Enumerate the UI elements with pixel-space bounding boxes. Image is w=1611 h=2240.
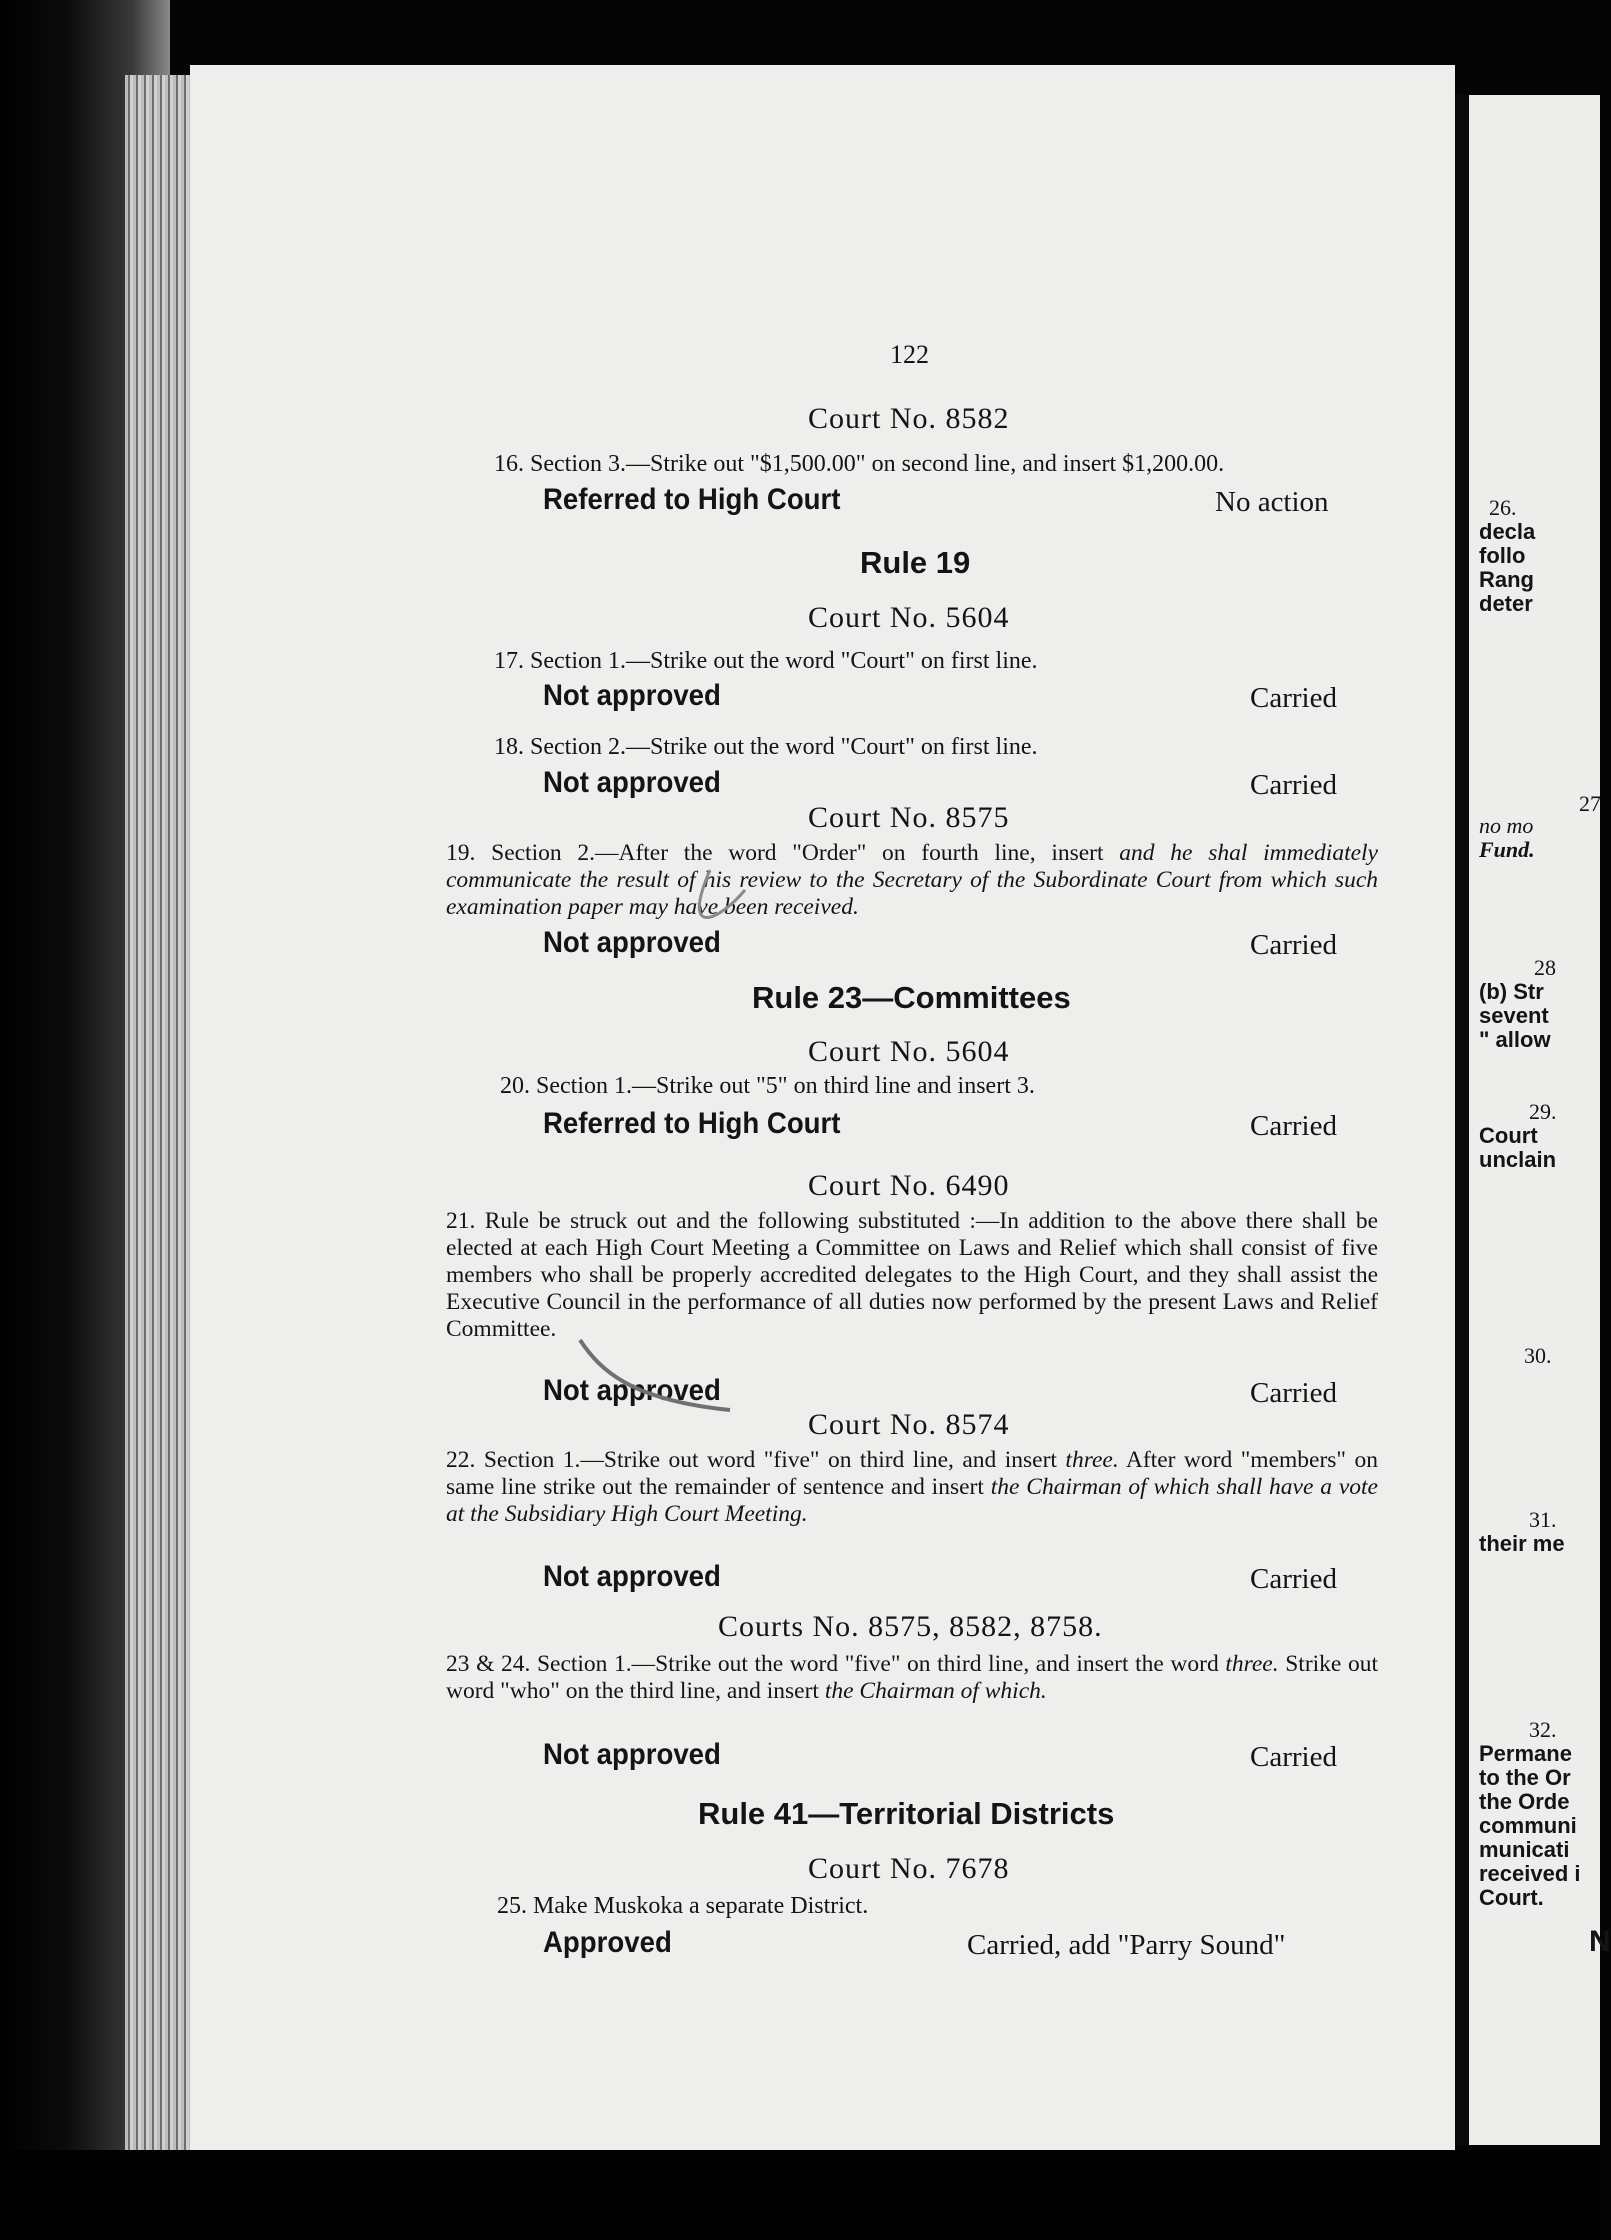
result-18: Carried xyxy=(1250,769,1337,801)
item-23-text-2: Strike out word "who" on the third line, and insert xyxy=(446,1651,1378,1704)
next-page-fragment: decla xyxy=(1479,519,1536,544)
next-page-fragment: Fund. xyxy=(1479,837,1535,862)
court-heading: Court No. 8574 xyxy=(808,1408,1010,1441)
next-page-fragment: 31. xyxy=(1529,1507,1557,1532)
rule-heading: Rule 19 xyxy=(860,545,971,580)
decision-22: Not approved xyxy=(543,1560,721,1593)
next-page-fragment: unclain xyxy=(1479,1147,1557,1172)
next-page-fragment: Rang xyxy=(1479,567,1534,592)
item-22 xyxy=(446,1447,1378,1528)
result-23-24: Carried xyxy=(1250,1741,1337,1773)
page-gutter xyxy=(1455,95,1469,2145)
next-page-fragment: 26. xyxy=(1489,495,1517,520)
item-22-text-2: After word "members" on same line strike out the remainder of sentence and insert xyxy=(446,1447,1378,1500)
court-heading: Court No. 6490 xyxy=(808,1169,1010,1202)
next-page-fragment: the Orde xyxy=(1479,1789,1570,1814)
item-18: 18. Section 2.—Strike out the word "Court" on first line. xyxy=(494,734,1038,760)
next-page-fragment: " allow xyxy=(1479,1027,1551,1052)
item-19-insert: and he shal immediately communicate the result of his review to the Secretary of the Subordinate Court from which such examination paper may have been received. xyxy=(446,840,1378,920)
item-23-text: 23 & 24. Section 1.—Strike out the word "five" on third line, and insert the word xyxy=(446,1651,1226,1677)
item-19-text: 19. Section 2.—After the word "Order" on fourth line, insert xyxy=(446,840,1120,866)
next-page-fragment: 28 xyxy=(1534,955,1556,980)
pencil-stroke xyxy=(580,1340,730,1410)
decision-17: Not approved xyxy=(543,679,721,712)
book-page-edges xyxy=(125,75,195,2150)
result-19: Carried xyxy=(1250,929,1337,961)
next-page-fragment: 29. xyxy=(1529,1099,1557,1124)
result-16: No action xyxy=(1215,486,1329,518)
next-page-fragment: 32. xyxy=(1529,1717,1557,1742)
next-page-fragment: Court. xyxy=(1479,1885,1544,1910)
item-23-insert-2: the Chairman of which. xyxy=(824,1678,1047,1704)
court-heading: Court No. 7678 xyxy=(808,1852,1010,1885)
decision-23-24: Not approved xyxy=(543,1738,721,1771)
next-page-fragment: their me xyxy=(1479,1531,1565,1556)
result-21: Carried xyxy=(1250,1377,1337,1409)
next-page-fragment: Court xyxy=(1479,1123,1538,1148)
item-23-24 xyxy=(446,1651,1378,1705)
result-17: Carried xyxy=(1250,682,1337,714)
next-page-fragment: communi xyxy=(1479,1813,1577,1838)
court-heading: Courts No. 8575, 8582, 8758. xyxy=(718,1610,1103,1643)
item-22-text: 22. Section 1.—Strike out word "five" on third line, and insert xyxy=(446,1447,1066,1473)
decision-18: Not approved xyxy=(543,766,721,799)
decision-25: Approved xyxy=(543,1926,672,1959)
next-page-fragment: sevent xyxy=(1479,1003,1549,1028)
page-number: 122 xyxy=(890,340,929,369)
result-22: Carried xyxy=(1250,1563,1337,1595)
next-page-fragment: 27 xyxy=(1579,791,1601,816)
next-page-fragment: no mo xyxy=(1479,813,1534,838)
next-page-fragment: 30. xyxy=(1524,1343,1552,1368)
next-page-fragment: N xyxy=(1589,1925,1611,1958)
item-16: 16. Section 3.—Strike out "$1,500.00" on second line, and insert $1,200.00. xyxy=(494,451,1225,477)
item-22-insert-2: the Chairman of which shall have a vote at the Subsidiary High Court Meeting. xyxy=(446,1474,1378,1527)
next-page-fragment: deter xyxy=(1479,591,1533,616)
next-page-fragment: (b) Str xyxy=(1479,979,1544,1004)
item-22-insert: three. xyxy=(1065,1447,1119,1473)
rule-heading: Rule 23—Committees xyxy=(752,980,1071,1015)
court-heading: Court No. 8582 xyxy=(808,402,1010,435)
item-23-insert: three. xyxy=(1225,1651,1279,1677)
decision-16: Referred to High Court xyxy=(543,483,841,516)
next-page-fragment: Permane xyxy=(1479,1741,1572,1766)
next-page-fragment: municati xyxy=(1479,1837,1570,1862)
court-heading: Court No. 8575 xyxy=(808,801,1010,834)
next-page-edge xyxy=(1469,95,1611,2145)
item-20: 20. Section 1.—Strike out "5" on third line and insert 3. xyxy=(500,1073,1035,1099)
result-25: Carried, add "Parry Sound" xyxy=(967,1929,1286,1961)
item-21: 21. Rule be struck out and the following substituted :—In addition to the above there shall be elected at each High Court Meeting a Committee on Laws and Relief which shall consist of five members who shall be properly accredited delegates to the High Court, and they shall assist the Executive Council in the performance of all duties now performed by the present Laws and Relief Committee. xyxy=(446,1208,1378,1342)
decision-21: Not approved xyxy=(543,1374,721,1407)
pencil-mark xyxy=(560,880,760,1420)
scan-border-bottom xyxy=(0,2150,1600,2240)
next-page-fragment: to the Or xyxy=(1479,1765,1571,1790)
court-heading: Court No. 5604 xyxy=(808,1035,1010,1068)
result-20: Carried xyxy=(1250,1110,1337,1142)
next-page-fragment: follo xyxy=(1479,543,1526,568)
item-17: 17. Section 1.—Strike out the word "Court" on first line. xyxy=(494,648,1038,674)
next-page-fragment: received i xyxy=(1479,1861,1581,1886)
item-25: 25. Make Muskoka a separate District. xyxy=(497,1893,869,1919)
decision-19: Not approved xyxy=(543,926,721,959)
rule-heading: Rule 41—Territorial Districts xyxy=(698,1796,1115,1831)
decision-20: Referred to High Court xyxy=(543,1107,841,1140)
court-heading: Court No. 5604 xyxy=(808,601,1010,634)
